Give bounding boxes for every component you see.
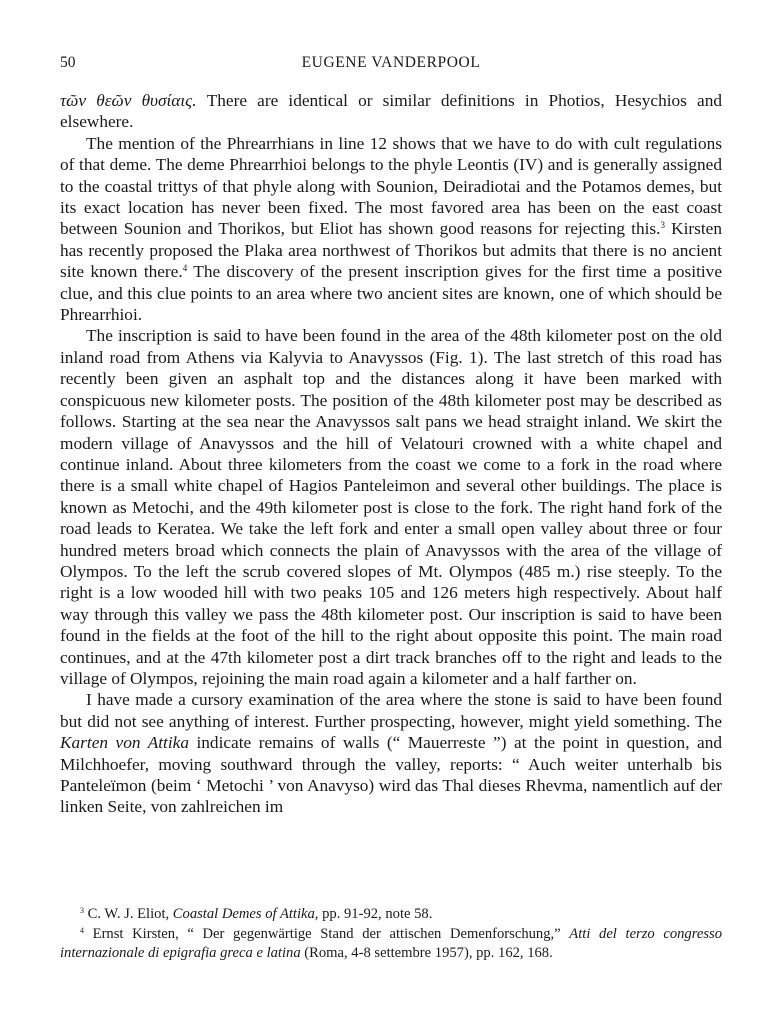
- greek-phrase: τῶν θεῶν θυσίαις.: [60, 91, 197, 110]
- footnote-3: [60, 905, 722, 925]
- footnote-number: 4: [80, 925, 84, 935]
- text-span: C. W. J. Eliot,: [84, 906, 173, 922]
- cited-title: Atti del terzo congresso internazionale di epigrafia greca e latina: [60, 925, 722, 962]
- cited-title: Coastal Demes of Attika,: [172, 906, 319, 922]
- text-span: Kirsten has recently proposed the Plaka area northwest of Thorikos but admits that there is no ancient site known there.: [60, 219, 722, 282]
- paragraph-3: [60, 325, 722, 689]
- paragraph-4: [60, 689, 722, 817]
- page: [60, 54, 722, 962]
- text-span: indicate remains of walls (“ Mauerreste ”) at the point in question, and Milchhoefer, moving southward through the valley, reports: “ Auch weiter unterhalb bis Panteleïmon (beim ‘ Metochi ’ von Anavyso) wird das Thal dieses Rhevma, namentlich auf der linken Seite, von zahlreichen im: [60, 733, 722, 817]
- running-head: EUGENE VANDERPOOL: [301, 54, 481, 71]
- footnote-ref: 4: [182, 263, 188, 274]
- paragraph-text: There are identical or similar definitions in Photios, Hesychios and elsewhere.: [60, 91, 722, 132]
- body-text: [60, 90, 722, 818]
- map-title: Karten von Attika: [60, 733, 189, 753]
- footnote-number: 3: [80, 906, 84, 915]
- page-number: 50: [60, 54, 76, 71]
- text-span: The mention of the Phrearrhians in line 12 shows that we have to do with cult regulations of that deme. The deme Phrearrhioi belongs to the phyle Leontis (IV) and is generally assigned to the coastal trittys of that phyle along with Sounion, Deiradiotai and the Potamos demes, but its exact location has never been fixed. The most favored area has been on the east coast between Sounion and Thorikos, but Eliot has shown good reasons for rejecting this.: [60, 133, 722, 239]
- text-span: The discovery of the present inscription gives for the first time a positive clue, and this clue points to an area where two ancient sites are known, one of which should be Phrearrhioi.: [60, 262, 722, 325]
- text-span: I have made a cursory examination of the area where the stone is said to have been found but did not see anything of interest. Further prospecting, however, might yield something. The: [60, 690, 722, 731]
- text-span: (Roma, 4-8 settembre 1957), pp. 162, 168.: [300, 945, 553, 962]
- footnotes: [60, 905, 722, 964]
- footnote-4: [60, 925, 722, 964]
- paragraph-2: [60, 133, 722, 326]
- text-span: Ernst Kirsten, “ Der gegenwärtige Stand der attischen Demenforschung,”: [84, 925, 570, 942]
- paragraph-text: The inscription is said to have been found in the area of the 48th kilometer post on the old inland road from Athens via Kalyvia to Anavyssos (Fig. 1). The last stretch of this road has recently been given an asphalt top and the distances along it have been marked with conspicuous new kilometer posts. The position of the 48th kilometer post may be described as follows. Starting at the sea near the Anavyssos salt pans we head straight inland. We skirt the modern village of Anavyssos and the hill of Velatouri crowned with a white chapel and continue inland. About three kilometers from the coast we come to a fork in the road where there is a small white chapel of Hagios Panteleimon and several other buildings. The place is known as Metochi, and the 49th kilometer post is close to the fork. The right hand fork of the road leads to Keratea. We take the left fork and enter a small open valley about three or four hundred meters broad which connects the plain of Anavyssos with the area of the village of Olympos. To the left the scrub covered slopes of Mt. Olympos (485 m.) rise steeply. To the right is a low wooded hill with two peaks 105 and 126 meters high respectively. About half way through this valley we pass the 48th kilometer post. Our inscription is said to have been found in the fields at the foot of the hill to the right about opposite this point. The main road continues, and at the 47th kilometer post a dirt track branches off to the right and leads to the village of Olympos, rejoining the main road again a kilometer and a half farther on.: [60, 326, 722, 688]
- paragraph-1: [60, 90, 722, 133]
- text-span: pp. 91-92, note 58.: [318, 906, 433, 922]
- page-header: [60, 54, 722, 80]
- footnote-ref: 3: [660, 220, 665, 231]
